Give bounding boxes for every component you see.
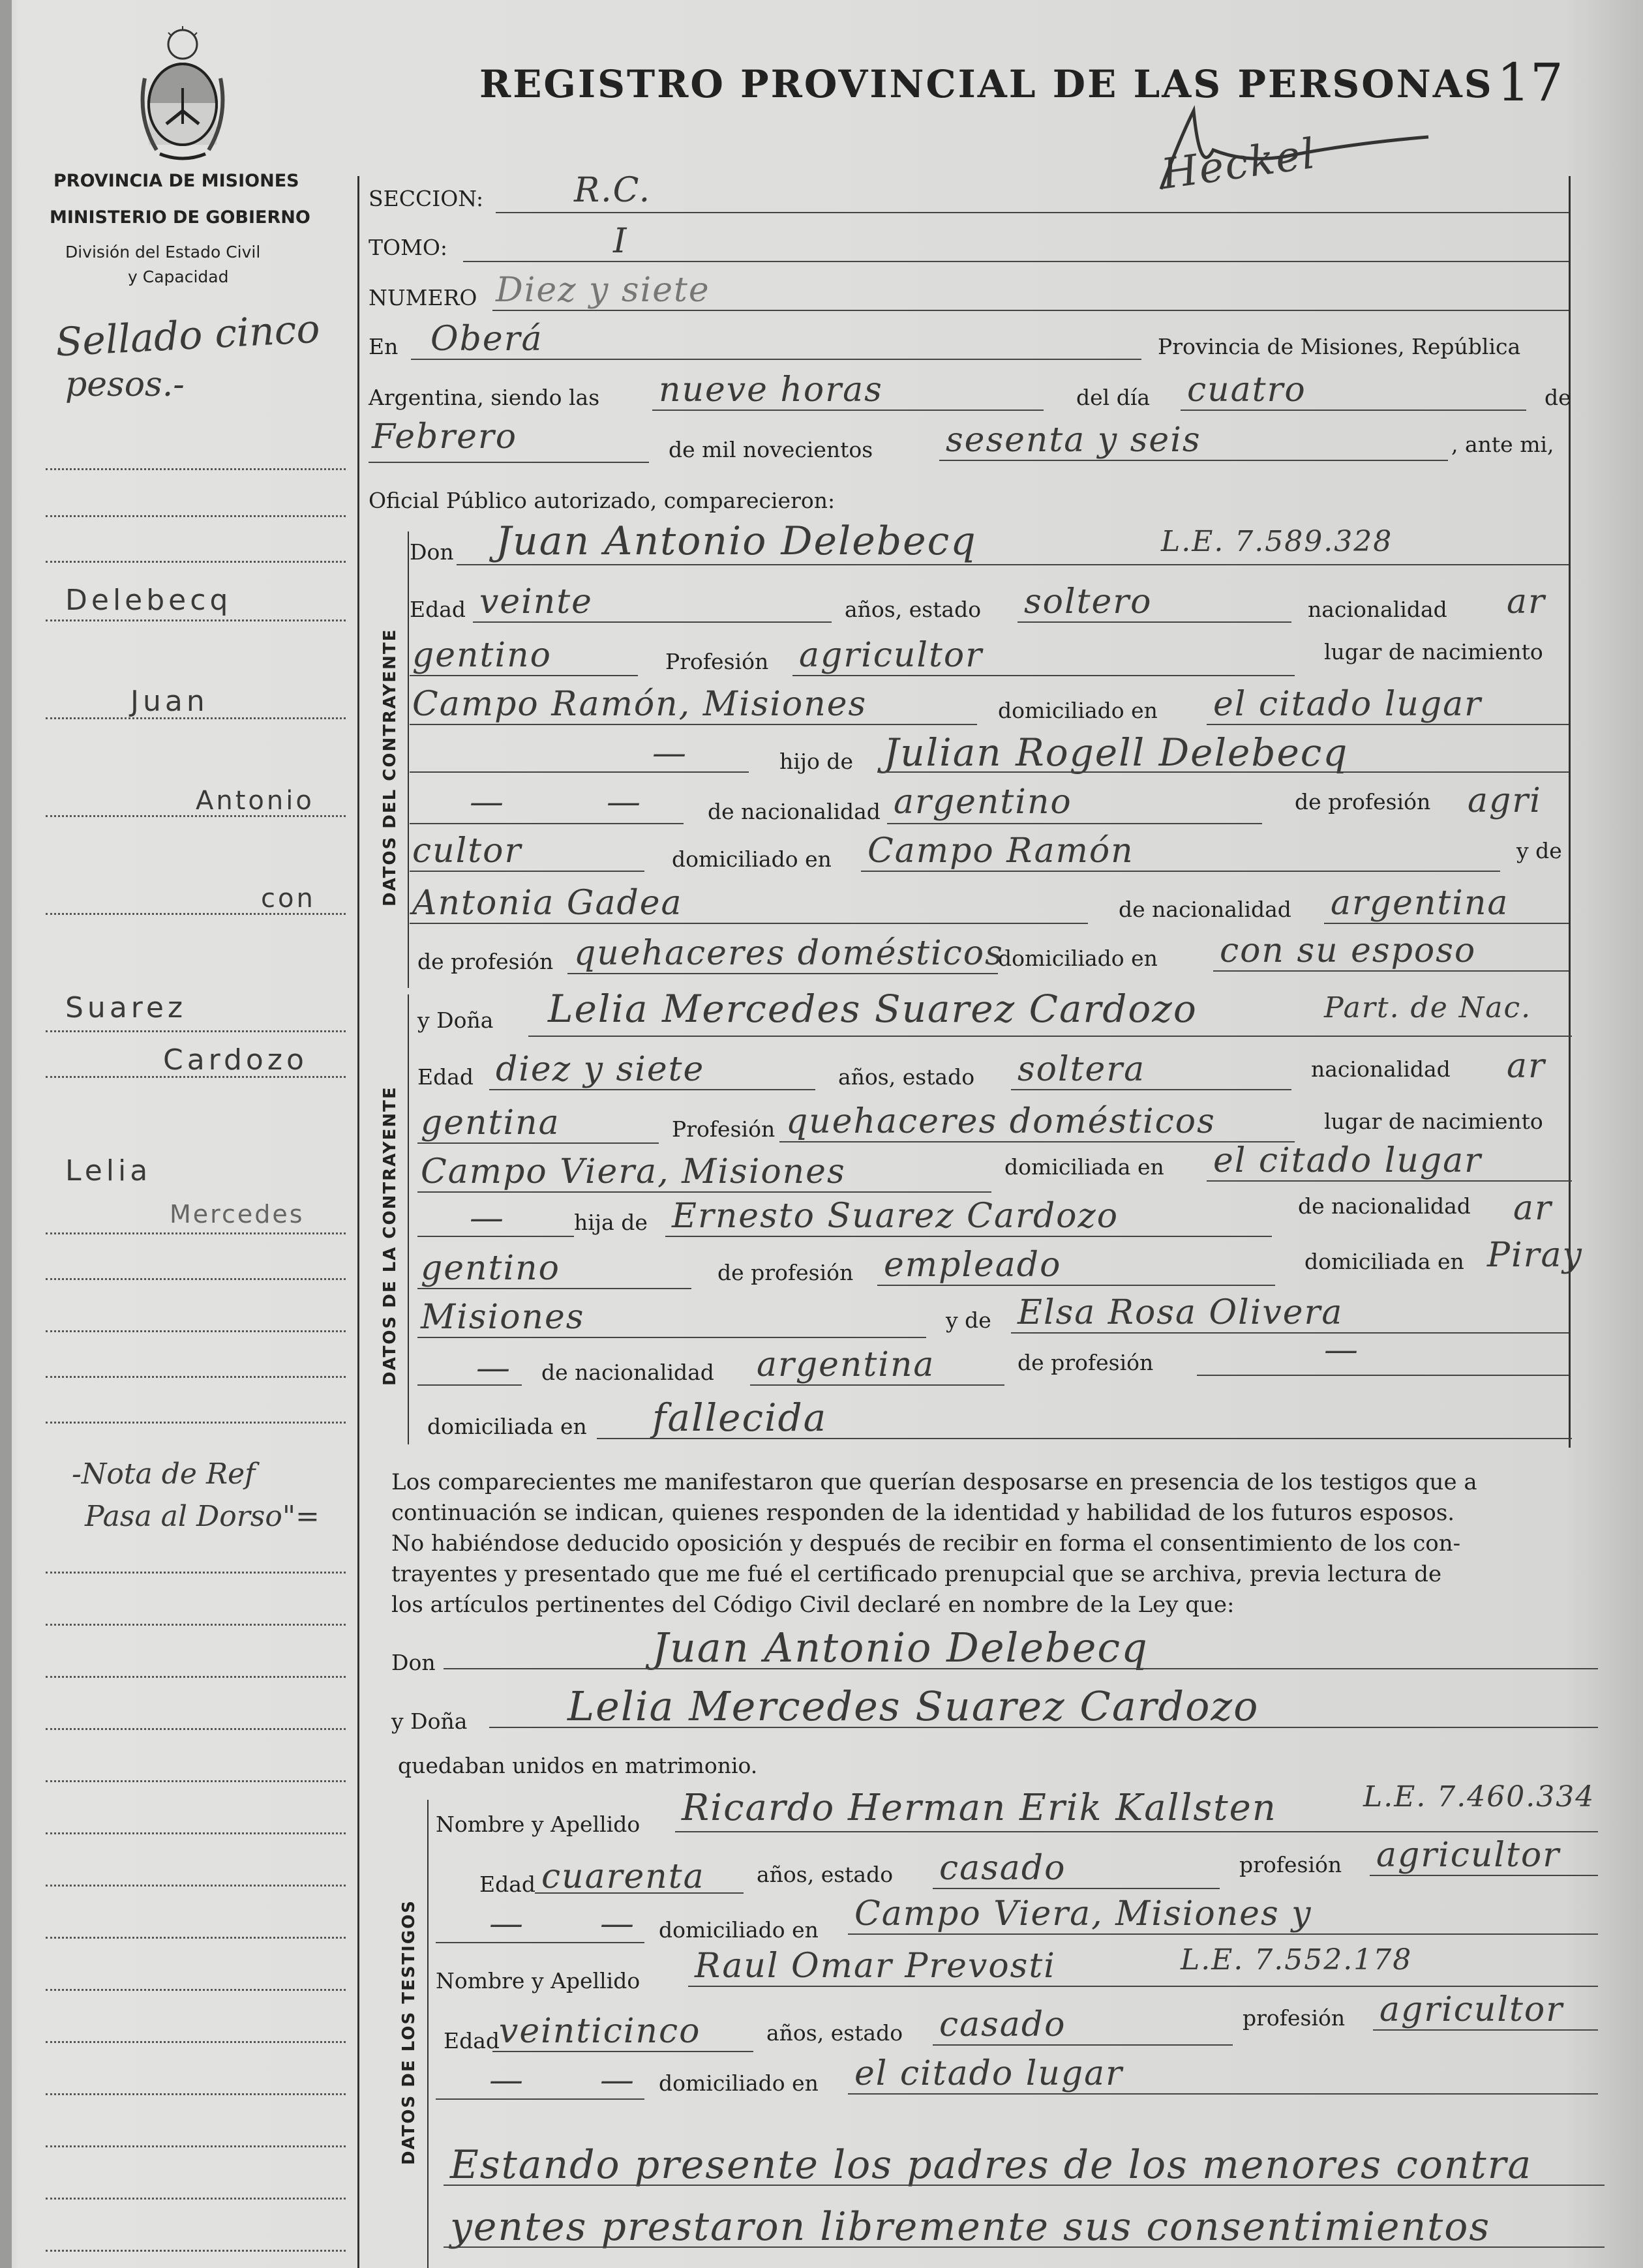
- hijo-label: hijo de: [779, 749, 854, 774]
- margin-name-lelia: Lelia: [65, 1154, 152, 1187]
- contrayenta-anios-label: años, estado: [838, 1064, 975, 1090]
- seccion-value: R.C.: [574, 171, 652, 210]
- t1-profesion-label: profesión: [1239, 1852, 1342, 1877]
- contrayenta-padre: Ernesto Suarez Cardozo: [672, 1197, 1119, 1236]
- domiciliado-label: domiciliado en: [998, 698, 1158, 723]
- testigos-bracket: [427, 1800, 429, 2268]
- contrayenta-madre-domicilio-label: domiciliada en: [427, 1414, 587, 1439]
- contrayente-nacionalidad-1: ar: [1507, 582, 1546, 621]
- nacionalidad-label: nacionalidad: [1308, 597, 1447, 622]
- contrayente-madre-domicilio: con su esposo: [1220, 931, 1477, 970]
- testigos-closing-2: yentes prestaron libremente sus consentimientos: [450, 2204, 1491, 2250]
- month-value: Febrero: [372, 417, 518, 456]
- contrayente-dash-3: —: [607, 783, 642, 822]
- t1-edad: cuarenta: [541, 1857, 705, 1896]
- margin-note-ref: -Nota de Ref: [72, 1457, 256, 1491]
- contrayenta-bracket: [408, 994, 409, 1444]
- madre-nacionalidad-label: de nacionalidad: [1119, 897, 1291, 922]
- form-left-border: [357, 176, 359, 2268]
- contrayenta-madre-profesion: —: [1324, 1330, 1359, 1369]
- lugar-label: lugar de nacimiento: [1324, 639, 1543, 664]
- contrayenta-document: Part. de Nac.: [1324, 991, 1532, 1024]
- contrayenta-padre-domicilio-1: Piray: [1487, 1236, 1583, 1275]
- anios-label: años, estado: [845, 597, 982, 622]
- profesion-label: Profesión: [665, 649, 769, 674]
- t2-estado: casado: [939, 2005, 1066, 2044]
- t2-doc: L.E. 7.552.178: [1181, 1943, 1413, 1977]
- t2-edad: veinticinco: [499, 2012, 701, 2051]
- page-number: 17: [1497, 52, 1563, 113]
- page-binding: [0, 0, 12, 2268]
- t1-edad-label: Edad: [479, 1872, 536, 1897]
- numero-value: Diez y siete: [496, 271, 710, 310]
- margin-name-second: Antonio: [196, 786, 314, 816]
- margin-name-con: con: [261, 884, 316, 914]
- contrayenta-y-de-label: y de: [946, 1307, 991, 1333]
- registrar-signature: Heckel: [1158, 129, 1319, 200]
- t1-domicilio: Campo Viera, Misiones y: [854, 1894, 1312, 1933]
- dona-label: y Doña: [417, 1007, 494, 1033]
- t2-name: Raul Omar Prevosti: [695, 1947, 1056, 1986]
- de-profesion-label: de profesión: [1295, 789, 1431, 814]
- contrayenta-domicilio: el citado lugar: [1213, 1141, 1482, 1180]
- contrayente-section-label: DATOS DEL CONTRAYENTE: [380, 628, 400, 906]
- contrayenta-madre: Elsa Rosa Olivera: [1017, 1293, 1344, 1332]
- contrayenta-padre-nacionalidad-2: gentino: [421, 1249, 560, 1288]
- declaration-line-2: continuación se indican, quienes responden de la identidad y habilidad de los futuros esposos.: [391, 1500, 1455, 1526]
- margin-note-dorso: Pasa al Dorso"=: [85, 1500, 320, 1533]
- y-de-label: y de: [1516, 838, 1562, 863]
- contrayente-profesion: agricultor: [799, 636, 984, 675]
- t2-domiciliado-label: domiciliado en: [659, 2070, 819, 2096]
- margin-name-suarez: Suarez: [65, 991, 187, 1024]
- contrayenta-edad-label: Edad: [417, 1064, 474, 1090]
- contrayente-name: Juan Antonio Delebecq: [496, 518, 977, 564]
- contrayente-lugar: Campo Ramón, Misiones: [412, 685, 867, 724]
- contrayente-nacionalidad-2: gentino: [412, 636, 552, 675]
- t1-dash-2: —: [600, 1904, 635, 1943]
- t2-profesion: agricultor: [1379, 1990, 1564, 2029]
- contrayente-edad: veinte: [479, 582, 593, 621]
- contrayenta-madre-profesion-label: de profesión: [1017, 1350, 1154, 1375]
- contrayente-domicilio: el citado lugar: [1213, 685, 1482, 724]
- year-value: sesenta y seis: [946, 421, 1201, 460]
- t2-dash-1: —: [489, 2061, 524, 2100]
- contrayente-padre-profesion-2: cultor: [412, 831, 522, 871]
- declaration-line-1: Los comparecientes me manifestaron que querían desposarse en presencia de los testigos que a: [391, 1469, 1477, 1495]
- contrayente-document: L.E. 7.589.328: [1161, 525, 1393, 558]
- contrayenta-profesion-label: Profesión: [672, 1116, 776, 1142]
- t1-domiciliado-label: domiciliado en: [659, 1917, 819, 1943]
- contrayente-bracket: [408, 531, 409, 988]
- testigos-section-label: DATOS DE LOS TESTIGOS: [399, 1899, 419, 2165]
- contrayente-dash-2: —: [470, 783, 505, 822]
- del-dia-label: del día: [1076, 385, 1151, 410]
- t1-profesion: agricultor: [1376, 1836, 1561, 1875]
- contrayenta-madre-nacionalidad: argentina: [757, 1345, 935, 1384]
- margin-name-first: Juan: [130, 685, 209, 718]
- t1-name: Ricardo Herman Erik Kallsten: [682, 1787, 1277, 1829]
- t2-anios-label: años, estado: [766, 2020, 903, 2046]
- contrayente-madre: Antonia Gadea: [412, 884, 683, 923]
- signature-flourish-icon: [1154, 98, 1461, 202]
- t1-estado: casado: [939, 1849, 1066, 1888]
- contrayenta-padre-domicilio-2: Misiones: [421, 1298, 585, 1337]
- page-title: REGISTRO PROVINCIAL DE LAS PERSONAS: [479, 62, 1494, 106]
- contrayenta-madre-nacionalidad-label: de nacionalidad: [541, 1360, 714, 1385]
- edad-label: Edad: [410, 597, 466, 622]
- contrayenta-name: Lelia Mercedes Suarez Cardozo: [548, 987, 1198, 1031]
- contrayente-padre-domicilio: Campo Ramón: [867, 831, 1134, 871]
- decl-dona-value: Lelia Mercedes Suarez Cardozo: [567, 1682, 1259, 1730]
- oficial-text: Oficial Público autorizado, comparecieron:: [369, 488, 836, 513]
- decl-don-label: Don: [391, 1650, 436, 1675]
- t1-anios-label: años, estado: [757, 1862, 894, 1887]
- tomo-value: I: [613, 222, 628, 261]
- contrayente-padre-profesion-1: agri: [1468, 781, 1542, 820]
- don-label: Don: [410, 539, 454, 565]
- contrayente-madre-nacionalidad: argentina: [1331, 884, 1509, 923]
- authority-line-3: División del Estado Civil: [65, 243, 261, 261]
- contrayenta-estado: soltera: [1017, 1050, 1146, 1089]
- t1-doc: L.E. 7.460.334: [1363, 1780, 1595, 1813]
- contrayenta-madre-domicilio: fallecida: [652, 1395, 828, 1440]
- authority-line-2: MINISTERIO DE GOBIERNO: [50, 207, 310, 228]
- t1-dash-1: —: [489, 1904, 524, 1943]
- declaration-line-4: trayentes y presentado que me fué el certificado prenupcial que se archiva, previa lectura de: [391, 1561, 1442, 1587]
- t2-nombre-label: Nombre y Apellido: [436, 1968, 641, 1993]
- contrayenta-lugar: Campo Viera, Misiones: [421, 1152, 846, 1191]
- testigos-closing-1: Estando presente los padres de los menores contra: [450, 2142, 1533, 2188]
- contrayenta-domiciliada-label: domiciliada en: [1004, 1154, 1164, 1180]
- contrayenta-nacionalidad-2: gentina: [421, 1103, 560, 1142]
- authority-line-4: y Capacidad: [128, 267, 229, 286]
- margin-name-mercedes: Mercedes: [170, 1200, 305, 1229]
- coat-of-arms-icon: [130, 26, 235, 163]
- authority-line-1: PROVINCIA DE MISIONES: [53, 171, 299, 191]
- contrayenta-padre-domicilio-label: domiciliada en: [1304, 1249, 1464, 1274]
- province-text: Provincia de Misiones, República: [1158, 334, 1521, 359]
- t1-nombre-label: Nombre y Apellido: [436, 1812, 641, 1837]
- padre-domicilio-label: domiciliado en: [672, 846, 832, 872]
- declaration-line-5: los artículos pertinentes del Código Civil declaré en nombre de la Ley que:: [391, 1592, 1235, 1618]
- contrayenta-lugar-label: lugar de nacimiento: [1324, 1109, 1543, 1134]
- decl-dona-label: y Doña: [391, 1708, 468, 1734]
- contrayenta-de-profesion-label: de profesión: [717, 1260, 854, 1285]
- madre-profesion-label: de profesión: [417, 949, 554, 974]
- margin-stamp-note-1: Sellado cinco: [54, 306, 322, 366]
- day-value: cuatro: [1187, 370, 1306, 410]
- contrayente-madre-profesion: quehaceres domésticos: [574, 934, 1004, 973]
- year-prefix: de mil novecientos: [669, 437, 873, 462]
- madre-domicilio-label: domiciliado en: [998, 946, 1158, 971]
- contrayenta-dash-2: —: [476, 1349, 511, 1388]
- margin-name-surname: Delebecq: [65, 584, 232, 617]
- contrayenta-profesion: quehaceres domésticos: [786, 1102, 1216, 1141]
- seccion-label: SECCION:: [369, 186, 484, 211]
- de-nacionalidad-label: de nacionalidad: [708, 799, 881, 824]
- margin-name-cardozo: Cardozo: [163, 1043, 308, 1077]
- contrayenta-nacionalidad-label: nacionalidad: [1311, 1056, 1451, 1082]
- t2-domicilio: el citado lugar: [854, 2054, 1123, 2093]
- numero-label: NUMERO: [369, 285, 477, 310]
- tomo-label: TOMO:: [369, 235, 448, 260]
- margin-stamp-note-2: pesos.-: [65, 365, 185, 404]
- declaration-line-3: No habiéndose deducido oposición y después de recibir en forma el consentimiento de los con-: [391, 1530, 1461, 1557]
- ante-mi: , ante mi,: [1451, 432, 1554, 457]
- en-label: En: [369, 334, 399, 359]
- decl-closing: quedaban unidos en matrimonio.: [398, 1753, 758, 1778]
- contrayente-padre-nacionalidad: argentino: [894, 783, 1072, 822]
- contrayenta-edad: diez y siete: [496, 1050, 705, 1089]
- argentina-text: Argentina, siendo las: [369, 385, 600, 410]
- decl-don-value: Juan Antonio Delebecq: [652, 1624, 1149, 1671]
- t2-dash-2: —: [600, 2061, 635, 2100]
- hija-label: hija de: [574, 1210, 648, 1235]
- t2-profesion-label: profesión: [1243, 2005, 1346, 2031]
- contrayenta-de-nacionalidad-label: de nacionalidad: [1298, 1193, 1471, 1219]
- contrayenta-padre-nacionalidad-1: ar: [1513, 1189, 1552, 1228]
- t2-edad-label: Edad: [444, 2028, 500, 2053]
- contrayente-estado: soltero: [1024, 582, 1153, 621]
- en-value: Oberá: [430, 320, 543, 359]
- hour-value: nueve horas: [659, 370, 883, 410]
- contrayenta-dash-1: —: [470, 1199, 505, 1238]
- contrayenta-nacionalidad-1: ar: [1507, 1047, 1546, 1086]
- de-label: de: [1545, 385, 1571, 410]
- contrayenta-section-label: DATOS DE LA CONTRAYENTE: [380, 1086, 400, 1386]
- contrayenta-padre-profesion: empleado: [884, 1246, 1062, 1285]
- contrayente-dash-1: —: [652, 734, 687, 773]
- contrayente-padre: Julian Rogell Delebecq: [884, 730, 1349, 775]
